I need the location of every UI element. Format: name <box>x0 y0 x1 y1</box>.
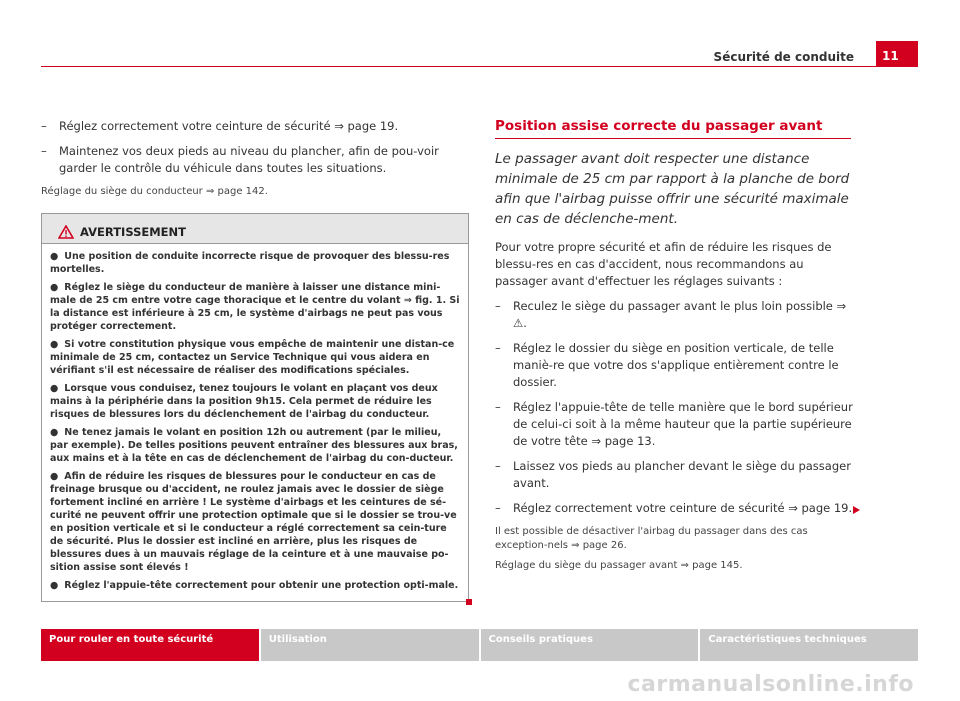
warning-item: ● Réglez le siège du conducteur de manière à laisser une distance mini-male de 25 cm entre votre cage thoracique et le centre du volant ⇒ fig. 1. Si la distance est inférieure à 25 cm, le système d'airbags ne peut pas vous protéger correctement. <box>50 282 460 332</box>
warning-item: ● Ne tenez jamais le volant en position 12h ou autrement (par le milieu, par exemple). De telles positions peuvent entraîner des blessures aux bras, aux mains et à la tête en cas de déclenchement de l'airbag du con-ducteur. <box>50 427 458 464</box>
warning-icon <box>58 225 74 239</box>
warning-item: ● Une position de conduite incorrecte risque de provoquer des blessu-res mortelles. <box>50 251 450 275</box>
list-item: – Reculez le siège du passager avant le plus loin possible ⇒ ⚠. <box>495 298 855 332</box>
footer-nav <box>41 629 918 661</box>
section-end-marker <box>466 599 472 605</box>
seat-adjust-note: Réglage du siège du conducteur ⇒ page 142. <box>41 186 268 197</box>
list-item: – Maintenez vos deux pieds au niveau du plancher, afin de pou-voir garder le contrôle du véhicule dans toutes les situations. <box>41 143 469 177</box>
tab-usage[interactable]: Utilisation <box>261 629 479 661</box>
list-item: – Réglez correctement votre ceinture de sécurité ⇒ page 19. <box>495 500 855 517</box>
section-heading: Position assise correcte du passager avant <box>495 118 851 139</box>
header-title: Sécurité de conduite <box>713 50 854 64</box>
tab-technical-specs[interactable]: Caractéristiques techniques <box>700 629 918 661</box>
page-number: 11 <box>876 41 918 67</box>
passenger-seat-note: Réglage du siège du passager avant ⇒ page 145. <box>495 560 743 571</box>
warning-item: ● Lorsque vous conduisez, tenez toujours le volant en plaçant vos deux mains à la périphérie dans la position 9h15. Cela permet de réduire les risques de blessures lors du déclenchement de l'airbag du conducteur. <box>50 383 438 420</box>
warning-box <box>41 213 469 602</box>
list-item: – Laissez vos pieds au plancher devant le siège du passager avant. <box>495 458 855 492</box>
warning-item: ● Afin de réduire les risques de blessures pour le conducteur en cas de freinage brusque ou d'accident, ne roulez jamais avec le dossier de siège fortement incliné en arrière ! Le système d'airbags et les ceintures de sé-curité ne peuvent offrir une protection optimale que si le dossier se trou-ve en position verticale et si le conducteur a réglé correctement sa cein-ture de sécurité. Plus le dossier est incliné en arrière, plus les risques de blessures dues à un mauvais réglage de la ceinture et à une mauvaise po-sition assise sont élevés ! <box>50 471 457 573</box>
continue-arrow-icon <box>853 506 860 514</box>
header-divider <box>41 66 918 67</box>
list-item: – Réglez le dossier du siège en position verticale, de telle maniè-re que votre dos s'applique entièrement contre le dossier. <box>495 340 855 391</box>
airbag-note: Il est possible de désactiver l'airbag du passager dans des cas exception-nels ⇒ page 26. <box>495 526 808 551</box>
warning-item: ● Réglez l'appuie-tête correctement pour obtenir une protection opti-male. <box>50 580 459 591</box>
watermark: carmanualsonline.info <box>627 672 914 697</box>
right-column <box>495 118 855 579</box>
tab-practical-tips[interactable]: Conseils pratiques <box>481 629 699 661</box>
warning-header <box>42 214 468 244</box>
warning-item: ● Si votre constitution physique vous empêche de maintenir une distan-ce minimale de 25 cm, contactez un Service Technique qui vous aidera en vérifiant s'il est nécessaire de réaliser des modifications spéciales. <box>50 339 455 376</box>
list-item: – Réglez l'appuie-tête de telle manière que le bord supérieur de celui-ci soit à la même hauteur que la partie supérieure de votre tête ⇒ page 13. <box>495 399 855 450</box>
list-item: – Réglez correctement votre ceinture de sécurité ⇒ page 19. <box>41 118 469 135</box>
left-column <box>41 118 469 602</box>
warning-title: AVERTISSEMENT <box>80 224 187 239</box>
section-intro: Le passager avant doit respecter une distance minimale de 25 cm par rapport à la planche de bord afin que l'airbag puisse offrir une sécurité maximale en cas de déclenche-ment. <box>495 151 850 227</box>
section-paragraph: Pour votre propre sécurité et afin de réduire les risques de blessu-res en cas d'accident, nous recommandons au passager avant d'effectuer les réglages suivants : <box>495 240 832 288</box>
warning-body <box>42 244 468 601</box>
tab-safety[interactable]: Pour rouler en toute sécurité <box>41 629 259 661</box>
